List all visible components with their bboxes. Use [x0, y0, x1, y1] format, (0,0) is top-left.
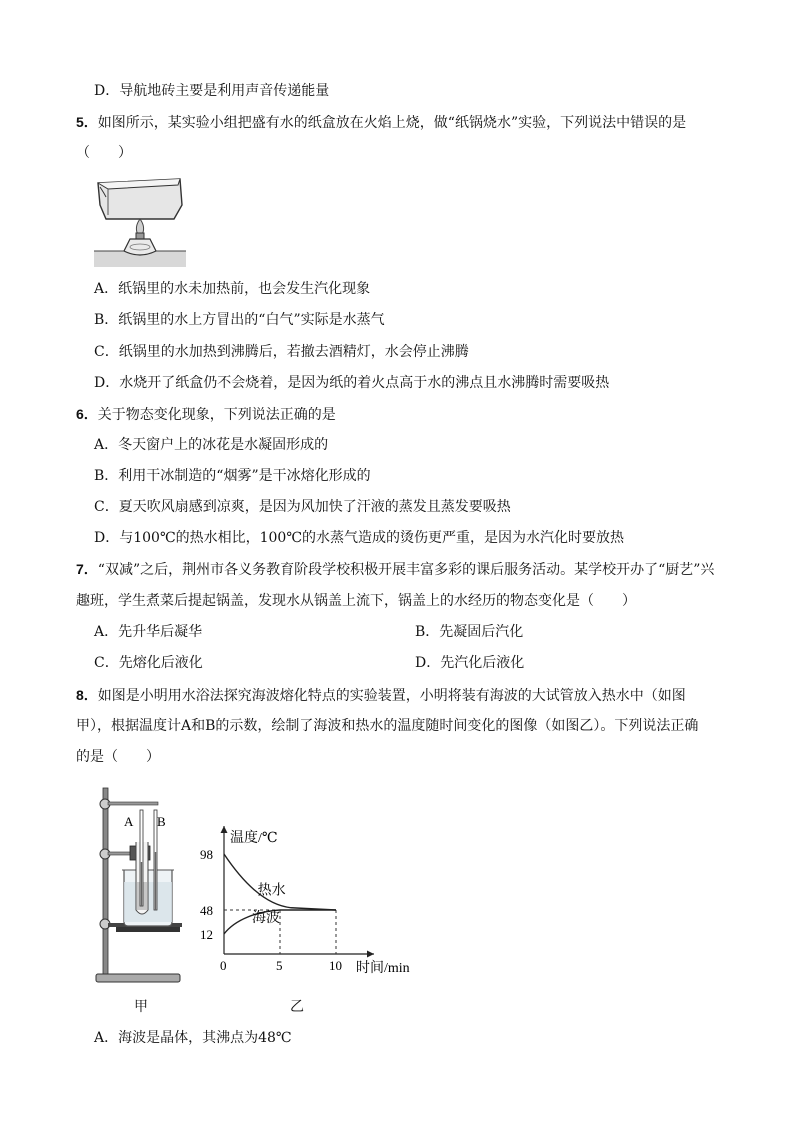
q7-number: 7．: [76, 561, 98, 577]
y-tick-48: 48: [200, 903, 213, 918]
x-tick-5: 5: [276, 958, 283, 973]
q6-number: 6．: [76, 406, 98, 422]
label-b: B: [157, 814, 166, 829]
y-tick-12: 12: [200, 927, 213, 942]
q6-option-b: B．利用干冰制造的“烟雾”是干冰熔化形成的: [94, 468, 371, 484]
q7-option-c: C．先熔化后液化: [94, 655, 203, 671]
y-axis-label: 温度/℃: [230, 831, 278, 846]
caption-jia: 甲: [134, 999, 148, 1015]
series-line-hot-water: [224, 854, 336, 910]
q8-stem-line2: 甲），根据温度计A和B的示数，绘制了海波和热水的温度随时间变化的图像（如图乙）。下列说法正确: [76, 718, 699, 734]
q5-paren: （ ）: [76, 145, 132, 161]
label-a: A: [124, 814, 134, 829]
q7-option-b: B．先凝固后汽化: [415, 624, 524, 640]
y-tick-98: 98: [200, 847, 213, 862]
q7-option-a: A．先升华后凝华: [94, 624, 203, 640]
q5-stem: [76, 112, 686, 133]
q5-option-b: B．纸锅里的水上方冒出的“白气”实际是水蒸气: [94, 312, 385, 328]
q8-stem-line3: 的是（ ）: [76, 749, 160, 765]
q4-option-d: D．导航地砖主要是利用声音传递能量: [94, 83, 330, 99]
q5-option-a: A．纸锅里的水未加热前，也会发生汽化现象: [94, 281, 371, 297]
q8-stem-line1: [76, 685, 686, 706]
q6-stem: [76, 404, 336, 425]
q7-option-d: D．先汽化后液化: [415, 655, 525, 671]
q5-number: 5．: [76, 114, 98, 130]
q5-stem-text: 如图所示，某实验小组把盛有水的纸盒放在火焰上烧，做“纸锅烧水”实验，下列说法中错误的是: [97, 115, 687, 131]
q6-option-c: C．夏天吹风扇感到凉爽，是因为风加快了汗液的蒸发且蒸发要吸热: [94, 499, 511, 515]
x-axis-label: 时间/min: [356, 961, 410, 976]
q8-stem-text1: 如图是小明用水浴法探究海波熔化特点的实验装置，小明将装有海波的大试管放入热水中（如图: [97, 688, 686, 704]
q7-stem-line2: 趣班，学生煮菜后提起锅盖，发现水从锅盖上流下，锅盖上的水经历的物态变化是（ ）: [76, 593, 636, 609]
caption-yi: 乙: [290, 999, 304, 1015]
q6-option-a: A．冬天窗户上的冰花是水凝固形成的: [94, 437, 329, 453]
q5-option-c: C．纸锅里的水加热到沸腾后，若撤去酒精灯，水会停止沸腾: [94, 344, 469, 360]
alcohol-lamp: [124, 239, 156, 255]
q6-option-d: D．与100℃的热水相比，100℃的水蒸气造成的烫伤更严重，是因为水汽化时要放热: [94, 530, 624, 546]
q8-option-a: A．海波是晶体，其沸点为48℃: [94, 1030, 292, 1046]
series-label-hypo: 海波: [252, 911, 280, 926]
temperature-chart: [196, 822, 422, 980]
x-tick-0: 0: [220, 958, 227, 973]
q6-stem-text: 关于物态变化现象，下列说法正确的是: [97, 407, 336, 423]
stand-base: [96, 974, 180, 982]
stand-rod: [103, 788, 108, 978]
series-label-hot-water: 热水: [257, 883, 286, 899]
q5-option-d: D．水烧开了纸盒仍不会烧着，是因为纸的着火点高于水的沸点且水沸腾时需要吸热: [94, 375, 610, 391]
q7-stem-line1: [76, 559, 714, 580]
x-tick-10: 10: [329, 958, 342, 973]
paper-pot-figure: [94, 175, 186, 267]
q8-number: 8．: [76, 687, 98, 703]
water-bath-apparatus: [90, 782, 190, 992]
q7-stem-text1: “双减”之后，荆州市各义务教育阶段学校积极开展丰富多彩的课后服务活动。某学校开办了“厨艺”兴: [97, 562, 715, 578]
wire-gauze: [116, 927, 180, 932]
